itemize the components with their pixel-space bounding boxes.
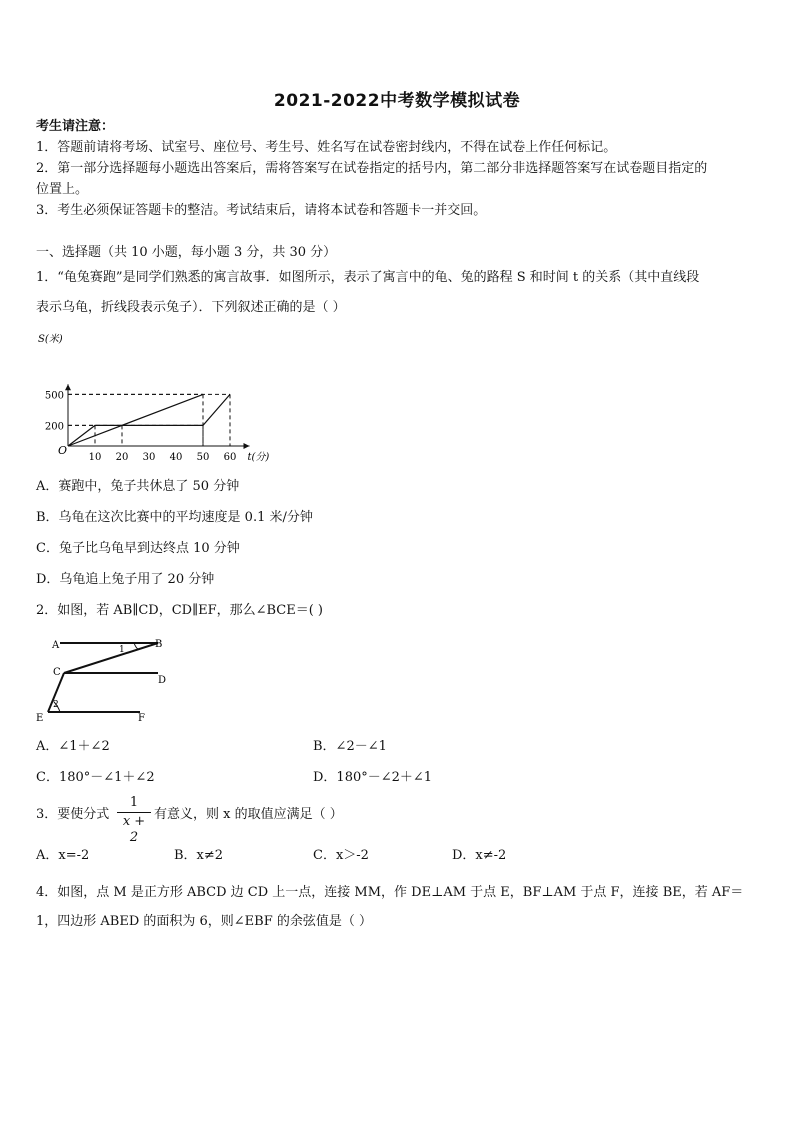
q2-option-a[interactable]: A．∠1＋∠2	[36, 739, 110, 754]
section-heading: 一、选择题（共 10 小题，每小题 3 分，共 30 分）	[36, 245, 337, 260]
y-tick-label: 500	[44, 390, 64, 402]
x-axis-arrow	[244, 443, 250, 449]
series-turtle-line	[68, 394, 203, 446]
notice-item-2: 2．第一部分选择题每小题选出答案后，需将答案写在试卷指定的括号内，第二部分非选择题答案写在试卷题目指定的	[36, 161, 708, 176]
q2-stem: 2．如图，若 AB∥CD，CD∥EF，那么∠BCE＝( )	[36, 603, 324, 618]
q2-option-c[interactable]: C．180°－∠1＋∠2	[36, 770, 155, 785]
label-angle-2: 2	[53, 700, 59, 710]
q3-option-d[interactable]: D．x≠-2	[452, 848, 507, 863]
y-axis-arrow	[65, 384, 71, 390]
x-tick-label: 40	[169, 452, 183, 463]
q3-stem-before: 3．要使分式	[36, 807, 110, 822]
q3-option-c[interactable]: C．x＞-2	[313, 848, 369, 863]
label-angle-1: 1	[119, 645, 125, 655]
x-tick-label: 60	[223, 452, 237, 463]
q1-option-b[interactable]: B．乌龟在这次比赛中的平均速度是 0.1 米/分钟	[36, 510, 313, 525]
q3-option-b[interactable]: B．x≠2	[174, 848, 224, 863]
page-title: 2021-2022中考数学模拟试卷	[273, 91, 521, 111]
q4-stem-line2: 1，四边形 ABED 的面积为 6，则∠EBF 的余弦值是（ ）	[36, 914, 373, 929]
series-rabbit-line	[68, 394, 230, 446]
notice-heading: 考生请注意：	[36, 119, 115, 134]
q1-option-c[interactable]: C．兔子比乌龟早到达终点 10 分钟	[36, 541, 240, 556]
q4-stem-line1: 4．如图，点 M 是正方形 ABCD 边 CD 上一点，连接 MM，作 DE⊥AM 于点 E，BF⊥AM 于点 F，连接 BE，若 AF＝	[36, 885, 744, 900]
q3-fraction	[117, 795, 151, 846]
x-tick-label: 30	[142, 452, 156, 463]
x-tick-label: 20	[115, 452, 129, 463]
label-c: C	[53, 667, 61, 678]
label-f: F	[138, 713, 145, 724]
q3-option-a[interactable]: A．x=-2	[36, 848, 90, 863]
q2-option-b[interactable]: B．∠2－∠1	[313, 739, 387, 754]
q3-fraction-bar	[117, 812, 151, 813]
q1-stem-line2: 表示乌龟，折线段表示兔子）．下列叙述正确的是（ ）	[36, 300, 346, 315]
q1-race-chart	[34, 330, 274, 470]
x-tick-label: 10	[88, 452, 102, 463]
label-d: D	[158, 675, 167, 686]
label-b: B	[155, 639, 163, 650]
q1-option-d[interactable]: D．乌龟追上兔子用了 20 分钟	[36, 572, 215, 587]
q3-fraction-numerator: 1	[129, 795, 139, 810]
q2-figure	[34, 630, 174, 725]
x-tick-label: 50	[196, 452, 210, 463]
q1-option-a[interactable]: A．赛跑中，兔子共休息了 50 分钟	[36, 479, 240, 494]
q1-stem-line1: 1．“龟兔赛跑”是同学们熟悉的寓言故事．如图所示，表示了寓言中的龟、兔的路程 S 和时间 t 的关系（其中直线段	[36, 270, 700, 285]
chart-series	[68, 394, 230, 446]
label-e: E	[36, 713, 44, 724]
q2-option-d[interactable]: D．180°－∠2＋∠1	[313, 770, 433, 785]
q3-stem-after: 有意义，则 x 的取值应满足（ ）	[154, 807, 343, 822]
y-axis-label: S(米)	[38, 334, 63, 345]
q3-fraction-denominator: x + 2	[122, 814, 146, 845]
notice-item-2-cont: 位置上。	[36, 182, 89, 197]
segment-bc	[64, 643, 158, 673]
chart-labels	[38, 333, 269, 463]
notice-item-3: 3．考生必须保证答题卡的整洁。考试结束后，请将本试卷和答题卡一并交回。	[36, 203, 487, 218]
chart-guides	[68, 394, 230, 446]
origin-label: O	[58, 444, 68, 457]
y-tick-label: 200	[44, 421, 64, 433]
x-axis-label: t(分)	[247, 452, 270, 463]
label-a: A	[52, 640, 60, 651]
notice-item-1: 1．答题前请将考场、试室号、座位号、考生号、姓名写在试卷密封线内，不得在试卷上作任何标记。	[36, 140, 617, 155]
